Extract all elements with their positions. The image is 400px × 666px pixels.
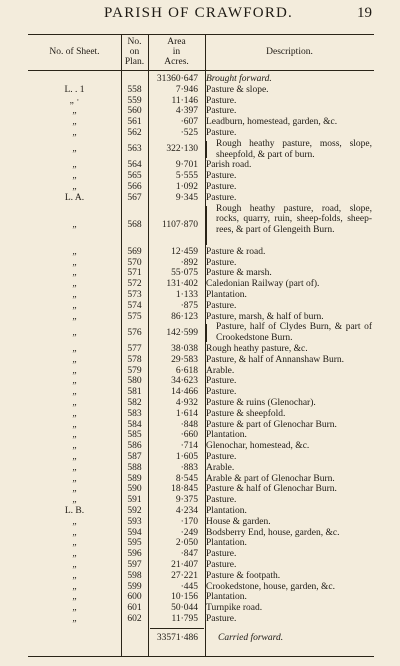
area-cell: ·170 — [180, 516, 198, 527]
plan-number-cell: 572 — [127, 279, 142, 290]
description-cell: Pasture & footpath. — [206, 570, 281, 581]
area-cell: 131·402 — [166, 279, 198, 290]
sheet-cell: „ — [72, 117, 77, 128]
area-cell: ·714 — [180, 441, 198, 452]
sheet-cell: „ — [72, 592, 77, 603]
description-cell: Turnpike road. — [206, 603, 263, 614]
area-cell: ·875 — [180, 300, 198, 311]
table-row — [28, 592, 374, 603]
area-cell: ·847 — [180, 549, 198, 560]
area-cell: 1·605 — [175, 452, 198, 462]
plan-number-cell: 563 — [127, 144, 142, 155]
table-row — [28, 193, 374, 204]
table-row — [28, 387, 374, 398]
carried-forward-row — [28, 633, 374, 644]
area-cell: 11·795 — [171, 614, 198, 624]
sheet-cell: „ — [72, 516, 77, 527]
sheet-cell: „ — [72, 527, 77, 538]
brought-forward-label: Brought forward. — [206, 74, 272, 84]
table-row — [28, 322, 374, 344]
plan-number-cell: 580 — [127, 376, 142, 387]
description-cell: Pasture. — [206, 257, 237, 268]
brought-forward-row — [28, 74, 374, 85]
sheet-cell: „ — [72, 398, 77, 408]
description-cell: Pasture. — [206, 106, 237, 117]
area-cell: 55·075 — [171, 268, 198, 279]
table-row — [28, 171, 374, 182]
area-cell: 11·146 — [171, 95, 198, 106]
table-row — [28, 441, 374, 452]
plan-number-cell: 559 — [127, 95, 142, 106]
description-cell: Caledonian Railway (part of). — [206, 279, 320, 290]
area-cell: 10·156 — [171, 592, 198, 603]
table-row — [28, 182, 374, 193]
plan-number-cell: 588 — [127, 462, 142, 473]
area-cell: 5·555 — [175, 171, 198, 182]
sheet-cell: „ — [72, 311, 77, 322]
carried-forward-label: Carried forward. — [218, 632, 284, 643]
description-cell: Crookedstone, house, garden, &c. — [206, 581, 336, 592]
sheet-cell: „ — [72, 549, 77, 560]
table-row — [28, 301, 374, 312]
sheet-cell: „ — [72, 171, 77, 182]
description-cell: Pasture & half of Glenochar Burn. — [206, 484, 337, 495]
sheet-cell: „ — [72, 354, 77, 365]
sheet-cell: „ — [72, 128, 77, 138]
description-cell: Rough heathy pasture, &c. — [206, 344, 308, 354]
description-cell: Plantation. — [206, 430, 247, 441]
plan-number-cell: 595 — [127, 538, 142, 549]
carried-forward-area: 33571·486 — [156, 632, 198, 643]
table-row — [28, 549, 374, 560]
description-cell: Pasture. — [206, 549, 237, 560]
plan-number-cell: 587 — [127, 452, 142, 462]
sheet-cell: „ — [72, 365, 77, 376]
plan-number-cell: 560 — [127, 106, 142, 117]
plan-number-cell: 601 — [127, 603, 142, 614]
area-cell: ·607 — [180, 117, 198, 128]
plan-number-cell: 598 — [127, 570, 142, 581]
sheet-cell: „ — [72, 300, 77, 311]
description-cell: Pasture, & half of Annanshaw Burn. — [206, 354, 344, 365]
area-cell: 6·618 — [175, 365, 198, 376]
area-cell: 38·038 — [171, 344, 198, 354]
table-row — [28, 452, 374, 463]
description-cell: Arable & part of Glenochar Burn. — [206, 473, 335, 484]
area-cell: 9·345 — [175, 192, 198, 203]
area-cell: 29·583 — [171, 354, 198, 365]
area-cell: 142·599 — [166, 327, 198, 338]
table-row — [28, 128, 374, 139]
sheet-cell: L. B. — [64, 506, 85, 516]
total-rule — [150, 628, 204, 629]
description-brace — [206, 141, 207, 159]
plan-number-cell: 589 — [127, 473, 142, 484]
plan-number-cell: 599 — [127, 581, 142, 592]
table-row — [28, 430, 374, 441]
area-cell: 50·044 — [171, 603, 198, 614]
plan-number-cell: 586 — [127, 441, 142, 452]
column-header-plan: No. on Plan. — [124, 37, 145, 67]
area-cell: 4·234 — [175, 506, 198, 516]
table-row — [28, 528, 374, 539]
table-row — [28, 117, 374, 128]
sheet-cell: „ — [72, 246, 77, 257]
sheet-cell: „ — [72, 344, 77, 354]
sheet-cell: „ — [72, 495, 77, 506]
description-cell: Rough heathy pasture, road, slope, rocks, quarry, ruin, sheep-folds, sheep-rees, & part of Glengeith Burn. — [216, 203, 372, 236]
table-row — [28, 258, 374, 269]
sheet-cell: „ — [72, 219, 77, 230]
plan-number-cell: 592 — [127, 506, 142, 516]
table-row — [28, 106, 374, 117]
description-cell: Pasture. — [206, 495, 237, 506]
sheet-cell: „ — [72, 144, 77, 155]
page-number: 19 — [357, 5, 372, 21]
plan-number-cell: 584 — [127, 419, 142, 430]
page-title: PARISH OF CRAWFORD. — [104, 5, 294, 21]
plan-number-cell: 585 — [127, 430, 142, 441]
brought-forward-area: 31360·647 — [156, 74, 198, 84]
table-row — [28, 139, 374, 161]
sheet-cell: „ — [72, 106, 77, 117]
description-cell: Pasture. — [206, 300, 237, 311]
plan-number-cell: 573 — [127, 290, 142, 300]
plan-number-cell: 574 — [127, 300, 142, 311]
area-cell: 1·092 — [175, 182, 198, 192]
description-cell: Pasture. — [206, 452, 237, 462]
plan-number-cell: 562 — [127, 128, 142, 138]
column-header-description: Description. — [266, 47, 313, 57]
sheet-cell: „ — [72, 538, 77, 549]
description-cell: Plantation. — [206, 506, 247, 516]
description-cell: Pasture & part of Glenochar Burn. — [206, 419, 337, 430]
description-cell: Pasture. — [206, 95, 237, 106]
plan-number-cell: 571 — [127, 268, 142, 279]
area-cell: 2·050 — [175, 538, 198, 549]
area-cell: 9·701 — [175, 160, 198, 171]
table-row — [28, 484, 374, 495]
area-cell: 7·946 — [175, 84, 198, 95]
plan-number-cell: 558 — [127, 84, 142, 95]
table-bottom-rule — [28, 656, 374, 657]
description-cell: Pasture. — [206, 560, 237, 570]
sheet-cell: „ — [72, 257, 77, 268]
area-cell: 27·221 — [171, 570, 198, 581]
area-cell: 1·133 — [175, 290, 198, 300]
description-brace — [206, 324, 207, 342]
area-cell: 9·375 — [175, 495, 198, 506]
plan-number-cell: 581 — [127, 387, 142, 398]
description-brace — [206, 206, 207, 245]
sheet-cell: „ — [72, 560, 77, 570]
area-cell: 12·459 — [171, 246, 198, 257]
area-cell: ·249 — [180, 527, 198, 538]
area-cell: 1·614 — [175, 408, 198, 419]
table-row — [28, 474, 374, 485]
plan-number-cell: 593 — [127, 516, 142, 527]
description-cell: Bodsberry End, house, garden, &c. — [206, 527, 340, 538]
table-row — [28, 560, 374, 571]
table-row — [28, 279, 374, 290]
sheet-cell: L. A. — [64, 192, 85, 203]
plan-number-cell: 579 — [127, 365, 142, 376]
area-cell: ·892 — [180, 257, 198, 268]
area-cell: ·445 — [180, 581, 198, 592]
description-cell: Pasture, half of Clydes Burn, & part of Crookedstone Burn. — [216, 322, 372, 344]
description-cell: Glenochar, homestead, &c. — [206, 441, 310, 452]
area-cell: ·660 — [180, 430, 198, 441]
plan-number-cell: 577 — [127, 344, 142, 354]
table-row — [28, 506, 374, 517]
description-cell: Plantation. — [206, 538, 247, 549]
plan-number-cell: 583 — [127, 408, 142, 419]
description-cell: Pasture & marsh. — [206, 268, 272, 279]
sheet-cell: L. . 1 — [64, 84, 85, 95]
column-header-area: Area in Acres. — [164, 37, 189, 67]
sheet-cell: „ — [72, 419, 77, 430]
area-cell: 8·545 — [175, 473, 198, 484]
table-row — [28, 247, 374, 258]
table-row — [28, 312, 374, 323]
area-cell: 86·123 — [171, 311, 198, 322]
plan-number-cell: 568 — [127, 219, 142, 230]
table-row — [28, 344, 374, 355]
description-cell: House & garden. — [206, 516, 271, 527]
table-top-rule — [28, 34, 374, 35]
sheet-cell: „ — [72, 376, 77, 387]
page-header — [0, 5, 400, 25]
table-row — [28, 420, 374, 431]
sheet-cell: „ — [72, 268, 77, 279]
sheet-cell: „ · — [69, 95, 80, 106]
sheet-cell: „ — [72, 614, 77, 624]
table-row — [28, 376, 374, 387]
description-cell: Pasture. — [206, 387, 237, 398]
plan-number-cell: 576 — [127, 327, 142, 338]
area-cell: 21·407 — [171, 560, 198, 570]
sheet-cell: „ — [72, 408, 77, 419]
area-cell: 4·397 — [175, 106, 198, 117]
description-cell: Arable. — [206, 462, 235, 473]
plan-number-cell: 561 — [127, 117, 142, 128]
plan-number-cell: 597 — [127, 560, 142, 570]
plan-number-cell: 566 — [127, 182, 142, 192]
description-cell: Pasture & sheepfold. — [206, 408, 286, 419]
table-row — [28, 268, 374, 279]
plan-number-cell: 600 — [127, 592, 142, 603]
description-cell: Pasture & slope. — [206, 84, 269, 95]
plan-number-cell: 569 — [127, 246, 142, 257]
table-row — [28, 463, 374, 474]
plan-number-cell: 578 — [127, 354, 142, 365]
sheet-cell: „ — [72, 452, 77, 462]
plan-number-cell: 567 — [127, 192, 142, 203]
column-header-sheet: No. of Sheet. — [49, 47, 100, 57]
table-row — [28, 495, 374, 506]
description-cell: Pasture. — [206, 171, 237, 182]
description-cell: Pasture, marsh, & half of burn. — [206, 311, 324, 322]
sheet-cell: „ — [72, 603, 77, 614]
description-cell: Pasture. — [206, 128, 237, 138]
plan-number-cell: 596 — [127, 549, 142, 560]
table-row — [28, 290, 374, 301]
plan-number-cell: 575 — [127, 311, 142, 322]
description-cell: Plantation. — [206, 290, 247, 300]
table-row — [28, 160, 374, 171]
sheet-cell: „ — [72, 279, 77, 290]
area-cell: ·525 — [180, 128, 198, 138]
description-cell: Rough heathy pasture, moss, slope, sheepfold, & part of burn. — [216, 138, 372, 160]
table-row — [28, 517, 374, 528]
table-row — [28, 571, 374, 582]
description-cell: Plantation. — [206, 592, 247, 603]
area-cell: 14·466 — [171, 387, 198, 398]
plan-number-cell: 565 — [127, 171, 142, 182]
description-cell: Pasture. — [206, 182, 237, 192]
description-cell: Parish road. — [206, 160, 252, 171]
sheet-cell: „ — [72, 484, 77, 495]
description-cell: Pasture. — [206, 192, 237, 203]
table-row — [28, 366, 374, 377]
plan-number-cell: 594 — [127, 527, 142, 538]
plan-number-cell: 570 — [127, 257, 142, 268]
sheet-cell: „ — [72, 182, 77, 192]
sheet-cell: „ — [72, 430, 77, 441]
sheet-cell: „ — [72, 387, 77, 398]
area-cell: ·883 — [180, 462, 198, 473]
table-row — [28, 603, 374, 614]
area-cell: 322·130 — [166, 144, 198, 155]
plan-number-cell: 564 — [127, 160, 142, 171]
plan-number-cell: 582 — [127, 398, 142, 408]
description-cell: Pasture & ruins (Glenochar). — [206, 398, 316, 408]
sheet-cell: „ — [72, 441, 77, 452]
sheet-cell: „ — [72, 473, 77, 484]
table-row — [28, 85, 374, 96]
description-cell: Pasture & road. — [206, 246, 266, 257]
table-row — [28, 96, 374, 107]
plan-number-cell: 590 — [127, 484, 142, 495]
description-cell: Leadburn, homestead, garden, &c. — [206, 117, 338, 128]
plan-number-cell: 591 — [127, 495, 142, 506]
sheet-cell: „ — [72, 290, 77, 300]
description-cell: Pasture. — [206, 376, 237, 387]
sheet-cell: „ — [72, 581, 77, 592]
area-cell: 34·623 — [171, 376, 198, 387]
area-cell: 4·932 — [175, 398, 198, 408]
area-cell: ·848 — [180, 419, 198, 430]
area-cell: 1107·870 — [161, 219, 198, 230]
sheet-cell: „ — [72, 462, 77, 473]
table-row — [28, 582, 374, 593]
area-cell: 18·845 — [171, 484, 198, 495]
table-row — [28, 355, 374, 366]
table-row — [28, 398, 374, 409]
description-cell: Pasture. — [206, 614, 237, 624]
sheet-cell: „ — [72, 570, 77, 581]
table-row — [28, 538, 374, 549]
sheet-cell: „ — [72, 160, 77, 171]
description-cell: Arable. — [206, 365, 235, 376]
sheet-cell: „ — [72, 327, 77, 338]
table-row — [28, 614, 374, 625]
plan-number-cell: 602 — [127, 614, 142, 624]
table-row — [28, 409, 374, 420]
table-header-rule — [28, 70, 374, 71]
table-row — [28, 204, 374, 247]
